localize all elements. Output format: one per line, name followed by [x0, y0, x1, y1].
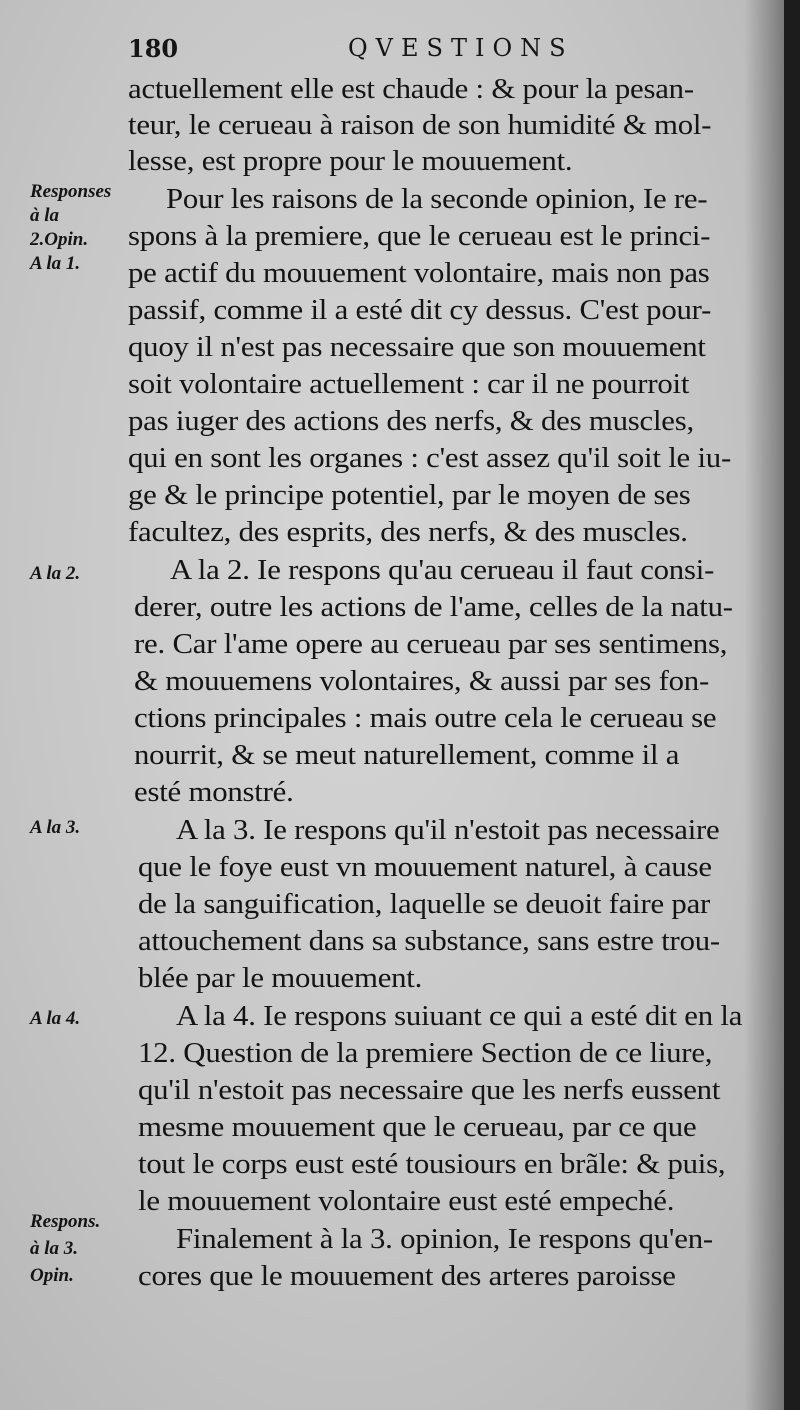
text-line: nourrit, & se meut naturellement, comme il a: [134, 740, 680, 771]
margin-note: Opin.: [30, 1265, 74, 1286]
text-line: cores que le mouuement des arteres paroisse: [138, 1261, 676, 1292]
text-line: ge & le principe potentiel, par le moyen de ses: [128, 480, 691, 511]
text-line: qui en sont les organes : c'est assez qu'il soit le iu-: [128, 443, 732, 474]
page-number: 180: [128, 34, 179, 63]
text-line: A la 4. Ie respons suiuant ce qui a esté dit en la: [176, 1001, 743, 1032]
text-line: A la 2. Ie respons qu'au cerueau il faut consi-: [170, 555, 715, 586]
text-line: actuellement elle est chaude : & pour la pesan-: [128, 74, 694, 105]
margin-note: à la 3.: [30, 1238, 79, 1259]
text-line: qu'il n'estoit pas necessaire que les nerfs eussent: [138, 1075, 721, 1106]
margin-note: 2.Opin.: [30, 229, 89, 250]
text-line: tout le corps eust esté tousiours en brãle: & puis,: [138, 1149, 726, 1180]
text-line: mesme mouuement que le cerueau, par ce que: [138, 1112, 697, 1143]
text-line: passif, comme il a esté dit cy dessus. C'est pour-: [128, 295, 712, 326]
text-line: soit volontaire actuellement : car il ne pourroit: [128, 369, 690, 400]
text-line: esté monstré.: [134, 777, 294, 808]
text-line: lesse, est propre pour le mouuement.: [128, 146, 573, 177]
running-title: QVESTIONS: [348, 34, 574, 62]
text-line: blée par le mouuement.: [138, 963, 423, 994]
text-line: & mouuemens volontaires, & aussi par ses fon-: [134, 666, 709, 697]
text-line: pas iuger des actions des nerfs, & des muscles,: [128, 406, 694, 437]
margin-note: A la 3.: [30, 817, 81, 838]
page-header: [128, 34, 768, 64]
text-line: le mouuement volontaire eust esté empeché.: [138, 1186, 675, 1217]
text-line: que le foye eust vn mouuement naturel, à cause: [138, 852, 712, 883]
text-line: ctions principales : mais outre cela le cerueau se: [134, 703, 717, 734]
text-line: re. Car l'ame opere au cerueau par ses sentimens,: [134, 629, 728, 660]
text-line: teur, le cerueau à raison de son humidité & mol-: [128, 110, 712, 141]
text-line: spons à la premiere, que le cerueau est le princi-: [128, 221, 711, 252]
text-line: derer, outre les actions de l'ame, celles de la natu-: [134, 592, 733, 623]
margin-note: A la 1.: [30, 253, 81, 274]
text-line: de la sanguification, laquelle se deuoit faire par: [138, 889, 711, 920]
text-line: Finalement à la 3. opinion, Ie respons qu'en-: [176, 1224, 713, 1255]
text-line: attouchement dans sa substance, sans estre trou-: [138, 926, 720, 957]
text-line: Pour les raisons de la seconde opinion, Ie re-: [166, 184, 708, 215]
page-edge-shadow: [744, 0, 784, 1410]
text-line: 12. Question de la premiere Section de ce liure,: [138, 1038, 713, 1069]
margin-note: A la 2.: [30, 563, 81, 584]
margin-note: à la: [30, 205, 60, 226]
text-line: quoy il n'est pas necessaire que son mouuement: [128, 332, 706, 363]
text-line: A la 3. Ie respons qu'il n'estoit pas necessaire: [176, 815, 720, 846]
text-line: pe actif du mouuement volontaire, mais non pas: [128, 258, 710, 289]
margin-note: Responses: [30, 181, 112, 202]
text-line: facultez, des esprits, des nerfs, & des muscles.: [128, 517, 688, 548]
margin-note: Respons.: [30, 1211, 101, 1232]
margin-note: A la 4.: [30, 1008, 81, 1029]
